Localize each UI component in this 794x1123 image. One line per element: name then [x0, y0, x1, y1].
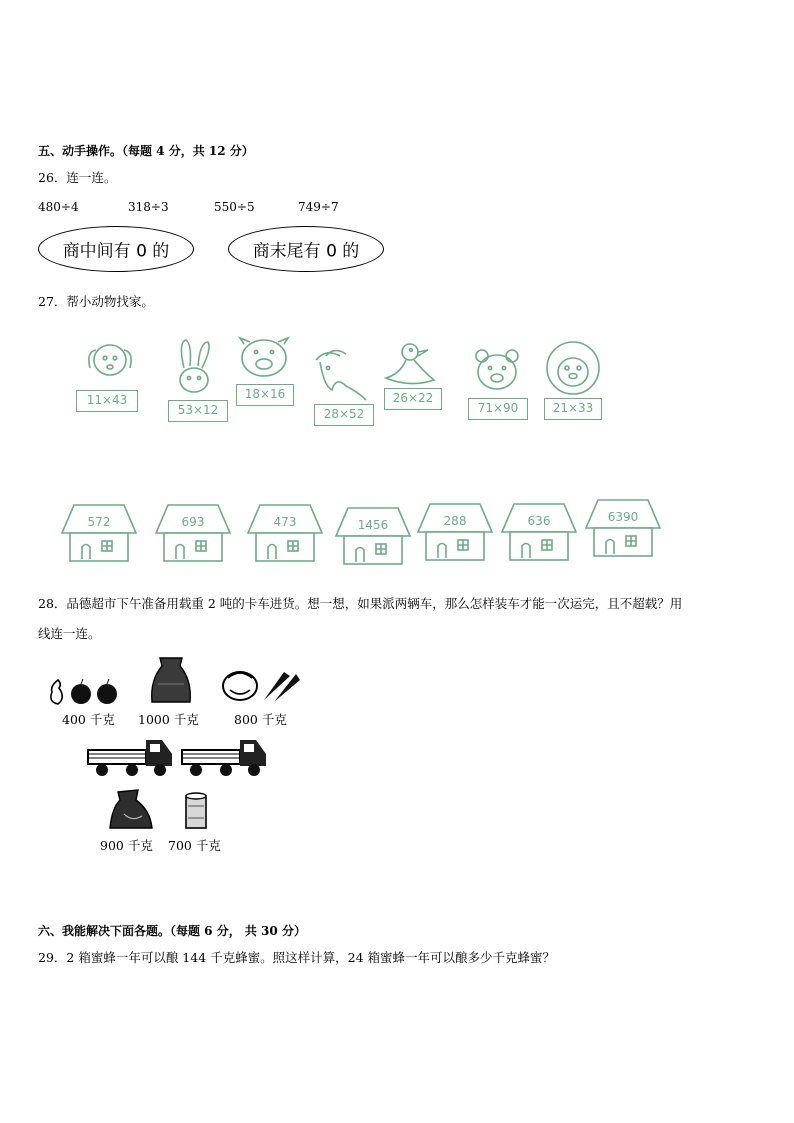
sack-icon	[146, 654, 196, 706]
goods-barrel-label: 700 千克	[168, 838, 221, 853]
truck-1[interactable]	[86, 736, 174, 778]
truck-icon	[180, 736, 268, 778]
goods-barrel[interactable]	[184, 792, 210, 832]
house-icon	[246, 503, 324, 563]
animal-pig[interactable]	[234, 336, 296, 410]
goods-bag-label: 900 千克	[100, 838, 153, 853]
goods-sack-label: 1000 千克	[138, 712, 199, 727]
expr-card: 18×16	[236, 384, 294, 406]
house[interactable]	[154, 503, 232, 563]
house-number: 1456	[357, 518, 389, 532]
section-5-title: 五、动手操作。（每题 4 分，共 12 分）	[38, 144, 254, 158]
expr-card: 21×33	[544, 398, 602, 420]
house[interactable]	[60, 503, 138, 563]
animal-goat[interactable]	[306, 346, 376, 430]
bear-icon	[468, 346, 532, 396]
goods-vegetables[interactable]	[220, 664, 302, 704]
house-number: 473	[273, 515, 297, 529]
q28-title-line2: 线连一连。	[38, 626, 101, 641]
vegetables-icon	[220, 664, 302, 704]
expression-3: 550÷5	[214, 200, 255, 214]
goods-bag[interactable]	[106, 788, 156, 832]
animal-dog[interactable]	[76, 338, 140, 416]
q26-title: 26．连一连。	[38, 170, 117, 185]
house-number: 693	[181, 515, 205, 529]
house[interactable]	[334, 506, 412, 566]
oval-quotient-end-zero[interactable]	[228, 226, 384, 272]
pig-icon	[234, 336, 296, 382]
expr-card: 28×52	[314, 404, 374, 426]
expression-4: 749÷7	[298, 200, 339, 214]
expression-2: 318÷3	[128, 200, 169, 214]
goat-icon	[306, 346, 376, 402]
goods-fruit[interactable]	[46, 674, 122, 708]
house-icon	[416, 502, 494, 562]
expr-card: 11×43	[76, 390, 138, 412]
q29-text: 29．2 箱蜜蜂一年可以酿 144 千克蜂蜜。照这样计算，24 箱蜜蜂一年可以酿多少千克蜂蜜？	[38, 950, 556, 965]
house-icon	[334, 506, 412, 566]
q28-title-line1: 28．品德超市下午准备用载重 2 吨的卡车进货。想一想，如果派两辆车，那么怎样装车才能一次运完，且不超载？用	[38, 596, 683, 611]
expr-card: 26×22	[384, 388, 442, 410]
house-icon	[500, 502, 578, 562]
expr-card: 71×90	[468, 398, 528, 420]
q27-title: 27．帮小动物找家。	[38, 294, 154, 309]
house-icon	[584, 498, 662, 558]
animal-bear[interactable]	[468, 346, 532, 424]
house[interactable]	[584, 498, 662, 558]
duck-icon	[380, 338, 446, 390]
house[interactable]	[500, 502, 578, 562]
house-number: 572	[87, 515, 111, 529]
animal-duck[interactable]	[380, 338, 446, 412]
oval-label: 商中间有 0 的	[62, 241, 170, 262]
house[interactable]	[246, 503, 324, 563]
house-icon	[60, 503, 138, 563]
animal-rabbit[interactable]	[164, 338, 228, 420]
goods-sack[interactable]	[146, 654, 196, 706]
expression-1: 480÷4	[38, 200, 79, 214]
house[interactable]	[416, 502, 494, 562]
barrel-icon	[184, 792, 210, 832]
animal-monkey[interactable]	[538, 340, 608, 420]
house-number: 288	[443, 514, 467, 528]
monkey-icon	[538, 340, 608, 396]
goods-fruit-label: 400 千克	[62, 712, 115, 727]
oval-quotient-middle-zero[interactable]	[38, 226, 194, 272]
house-icon	[154, 503, 232, 563]
rabbit-icon	[164, 338, 228, 398]
oval-label: 商末尾有 0 的	[252, 241, 360, 262]
house-number: 636	[527, 514, 551, 528]
expr-card: 53×12	[168, 400, 228, 422]
bag-icon	[106, 788, 156, 832]
section-6-title: 六、我能解决下面各题。（每题 6 分， 共 30 分）	[38, 924, 306, 938]
goods-vegetables-label: 800 千克	[234, 712, 287, 727]
truck-2[interactable]	[180, 736, 268, 778]
house-number: 6390	[607, 510, 639, 524]
truck-icon	[86, 736, 174, 778]
dog-icon	[76, 338, 140, 388]
fruit-icon	[46, 674, 122, 708]
